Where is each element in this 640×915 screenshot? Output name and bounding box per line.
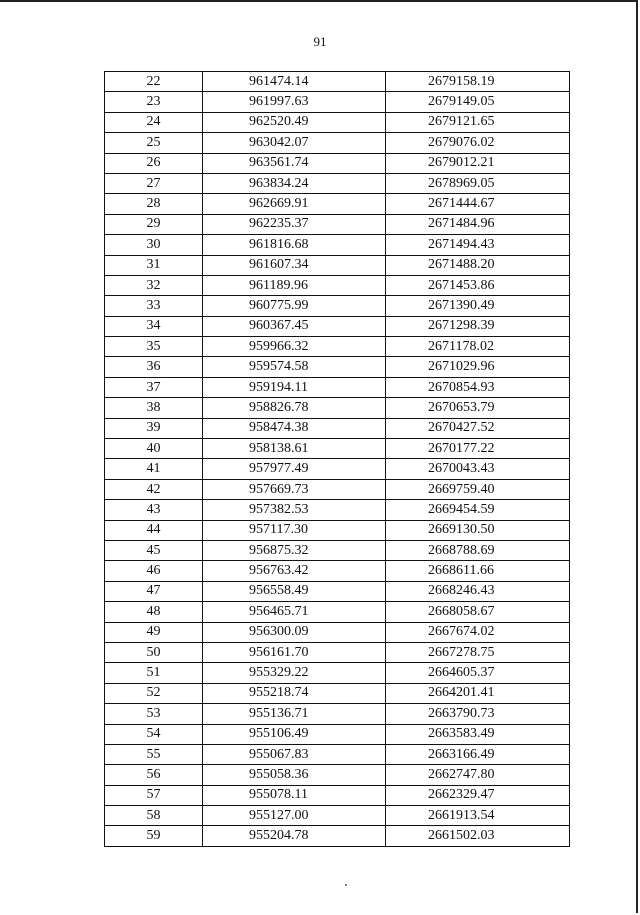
x-coordinate-cell: 957669.73	[203, 479, 386, 499]
point-number-cell: 34	[105, 316, 203, 336]
table-row	[105, 785, 570, 805]
point-number-cell: 38	[105, 398, 203, 418]
x-coordinate-cell: 955067.83	[203, 744, 386, 764]
x-coordinate-cell: 956875.32	[203, 540, 386, 560]
y-coordinate-cell: 2679121.65	[386, 112, 570, 132]
x-coordinate-cell: 959574.58	[203, 357, 386, 377]
x-coordinate-cell: 959194.11	[203, 377, 386, 397]
point-number-cell: 51	[105, 663, 203, 683]
point-number-cell: 33	[105, 296, 203, 316]
table-row	[105, 255, 570, 275]
table-row	[105, 316, 570, 336]
point-number-cell: 41	[105, 459, 203, 479]
y-coordinate-cell: 2679158.19	[386, 72, 570, 92]
point-number-cell: 31	[105, 255, 203, 275]
point-number-cell: 47	[105, 581, 203, 601]
x-coordinate-cell: 955329.22	[203, 663, 386, 683]
table-row	[105, 92, 570, 112]
y-coordinate-cell: 2663790.73	[386, 704, 570, 724]
point-number-cell: 58	[105, 806, 203, 826]
x-coordinate-cell: 957977.49	[203, 459, 386, 479]
table-row	[105, 744, 570, 764]
table-row	[105, 214, 570, 234]
table-row	[105, 296, 570, 316]
y-coordinate-cell: 2670653.79	[386, 398, 570, 418]
y-coordinate-cell: 2679149.05	[386, 92, 570, 112]
point-number-cell: 59	[105, 826, 203, 846]
point-number-cell: 30	[105, 235, 203, 255]
x-coordinate-cell: 956161.70	[203, 642, 386, 662]
point-number-cell: 54	[105, 724, 203, 744]
y-coordinate-cell: 2669130.50	[386, 520, 570, 540]
y-coordinate-cell: 2663583.49	[386, 724, 570, 744]
x-coordinate-cell: 955106.49	[203, 724, 386, 744]
point-number-cell: 48	[105, 602, 203, 622]
point-number-cell: 27	[105, 173, 203, 193]
point-number-cell: 37	[105, 377, 203, 397]
x-coordinate-cell: 956558.49	[203, 581, 386, 601]
x-coordinate-cell: 955127.00	[203, 806, 386, 826]
x-coordinate-cell: 962520.49	[203, 112, 386, 132]
y-coordinate-cell: 2671029.96	[386, 357, 570, 377]
point-number-cell: 35	[105, 337, 203, 357]
y-coordinate-cell: 2678969.05	[386, 173, 570, 193]
table-row	[105, 235, 570, 255]
y-coordinate-cell: 2664201.41	[386, 683, 570, 703]
y-coordinate-cell: 2671453.86	[386, 275, 570, 295]
x-coordinate-cell: 961607.34	[203, 255, 386, 275]
point-number-cell: 22	[105, 72, 203, 92]
x-coordinate-cell: 961474.14	[203, 72, 386, 92]
y-coordinate-cell: 2668058.67	[386, 602, 570, 622]
table-row	[105, 459, 570, 479]
y-coordinate-cell: 2669454.59	[386, 500, 570, 520]
x-coordinate-cell: 960367.45	[203, 316, 386, 336]
point-number-cell: 52	[105, 683, 203, 703]
y-coordinate-cell: 2668788.69	[386, 540, 570, 560]
point-number-cell: 23	[105, 92, 203, 112]
table-row	[105, 173, 570, 193]
y-coordinate-cell: 2671298.39	[386, 316, 570, 336]
table-row	[105, 357, 570, 377]
y-coordinate-cell: 2670427.52	[386, 418, 570, 438]
table-row	[105, 704, 570, 724]
coordinate-table-body	[105, 72, 570, 847]
table-row	[105, 540, 570, 560]
point-number-cell: 45	[105, 540, 203, 560]
x-coordinate-cell: 955204.78	[203, 826, 386, 846]
point-number-cell: 57	[105, 785, 203, 805]
x-coordinate-cell: 958474.38	[203, 418, 386, 438]
y-coordinate-cell: 2667674.02	[386, 622, 570, 642]
y-coordinate-cell: 2661502.03	[386, 826, 570, 846]
point-number-cell: 53	[105, 704, 203, 724]
table-row	[105, 826, 570, 846]
x-coordinate-cell: 963561.74	[203, 153, 386, 173]
y-coordinate-cell: 2671488.20	[386, 255, 570, 275]
y-coordinate-cell: 2670043.43	[386, 459, 570, 479]
x-coordinate-cell: 962235.37	[203, 214, 386, 234]
point-number-cell: 46	[105, 561, 203, 581]
table-row	[105, 642, 570, 662]
x-coordinate-cell: 960775.99	[203, 296, 386, 316]
y-coordinate-cell: 2668246.43	[386, 581, 570, 601]
y-coordinate-cell: 2671484.96	[386, 214, 570, 234]
y-coordinate-cell: 2661913.54	[386, 806, 570, 826]
y-coordinate-cell: 2670177.22	[386, 439, 570, 459]
table-row	[105, 275, 570, 295]
y-coordinate-cell: 2671390.49	[386, 296, 570, 316]
x-coordinate-cell: 963834.24	[203, 173, 386, 193]
point-number-cell: 29	[105, 214, 203, 234]
x-coordinate-cell: 961997.63	[203, 92, 386, 112]
point-number-cell: 50	[105, 642, 203, 662]
table-row	[105, 581, 570, 601]
x-coordinate-cell: 955218.74	[203, 683, 386, 703]
table-row	[105, 479, 570, 499]
table-row	[105, 377, 570, 397]
point-number-cell: 40	[105, 439, 203, 459]
point-number-cell: 56	[105, 765, 203, 785]
table-row	[105, 622, 570, 642]
table-row	[105, 765, 570, 785]
table-row	[105, 133, 570, 153]
table-row	[105, 153, 570, 173]
point-number-cell: 42	[105, 479, 203, 499]
x-coordinate-cell: 962669.91	[203, 194, 386, 214]
x-coordinate-cell: 959966.32	[203, 337, 386, 357]
x-coordinate-cell: 955058.36	[203, 765, 386, 785]
y-coordinate-cell: 2671444.67	[386, 194, 570, 214]
x-coordinate-cell: 955136.71	[203, 704, 386, 724]
table-row	[105, 602, 570, 622]
x-coordinate-cell: 956465.71	[203, 602, 386, 622]
table-row	[105, 72, 570, 92]
x-coordinate-cell: 963042.07	[203, 133, 386, 153]
y-coordinate-cell: 2669759.40	[386, 479, 570, 499]
x-coordinate-cell: 957382.53	[203, 500, 386, 520]
point-number-cell: 39	[105, 418, 203, 438]
y-coordinate-cell: 2679012.21	[386, 153, 570, 173]
table-row	[105, 112, 570, 132]
point-number-cell: 25	[105, 133, 203, 153]
point-number-cell: 36	[105, 357, 203, 377]
x-coordinate-cell: 956300.09	[203, 622, 386, 642]
y-coordinate-cell: 2668611.66	[386, 561, 570, 581]
point-number-cell: 24	[105, 112, 203, 132]
table-row	[105, 398, 570, 418]
y-coordinate-cell: 2671178.02	[386, 337, 570, 357]
point-number-cell: 55	[105, 744, 203, 764]
x-coordinate-cell: 956763.42	[203, 561, 386, 581]
point-number-cell: 26	[105, 153, 203, 173]
page-number: 91	[313, 34, 327, 49]
y-coordinate-cell: 2667278.75	[386, 642, 570, 662]
table-row	[105, 724, 570, 744]
y-coordinate-cell: 2662329.47	[386, 785, 570, 805]
y-coordinate-cell: 2671494.43	[386, 235, 570, 255]
coordinate-table	[104, 71, 570, 847]
point-number-cell: 43	[105, 500, 203, 520]
y-coordinate-cell: 2679076.02	[386, 133, 570, 153]
point-number-cell: 28	[105, 194, 203, 214]
point-number-cell: 32	[105, 275, 203, 295]
y-coordinate-cell: 2662747.80	[386, 765, 570, 785]
y-coordinate-cell: 2664605.37	[386, 663, 570, 683]
table-row	[105, 337, 570, 357]
table-row	[105, 194, 570, 214]
point-number-cell: 49	[105, 622, 203, 642]
x-coordinate-cell: 955078.11	[203, 785, 386, 805]
y-coordinate-cell: 2663166.49	[386, 744, 570, 764]
table-row	[105, 500, 570, 520]
table-row	[105, 561, 570, 581]
table-row	[105, 520, 570, 540]
x-coordinate-cell: 961816.68	[203, 235, 386, 255]
x-coordinate-cell: 957117.30	[203, 520, 386, 540]
x-coordinate-cell: 961189.96	[203, 275, 386, 295]
footer-dot	[345, 884, 347, 886]
table-row	[105, 439, 570, 459]
table-row	[105, 663, 570, 683]
point-number-cell: 44	[105, 520, 203, 540]
table-row	[105, 806, 570, 826]
y-coordinate-cell: 2670854.93	[386, 377, 570, 397]
table-row	[105, 418, 570, 438]
table-row	[105, 683, 570, 703]
x-coordinate-cell: 958826.78	[203, 398, 386, 418]
x-coordinate-cell: 958138.61	[203, 439, 386, 459]
